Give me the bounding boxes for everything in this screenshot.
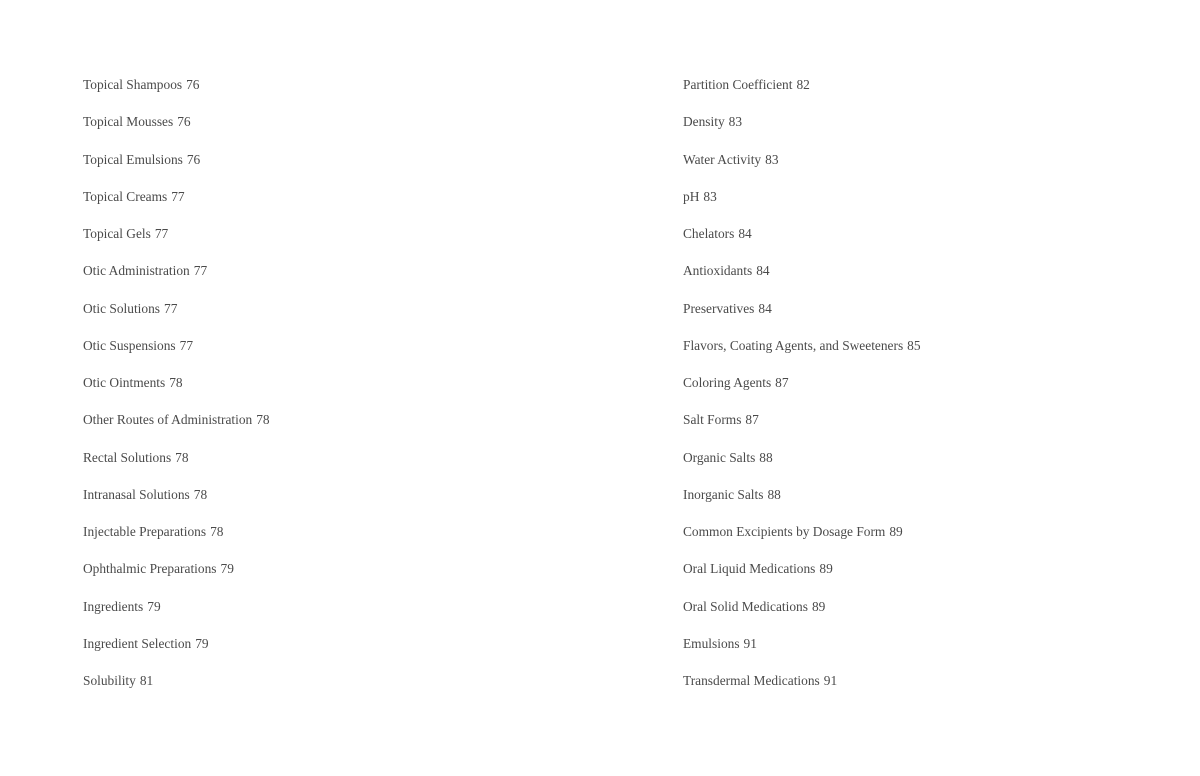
toc-entry [683, 261, 1163, 298]
toc-entry-title: Salt Forms [683, 412, 742, 428]
toc-entry-title: Topical Emulsions [83, 151, 183, 167]
toc-entry [683, 634, 1163, 671]
toc-entry-page-number: 89 [819, 561, 833, 577]
toc-entry-page-number: 85 [907, 337, 921, 353]
toc-right-column [683, 75, 1163, 708]
toc-entry-page-number: 78 [193, 486, 208, 502]
toc-entry-page-number: 91 [823, 673, 838, 688]
toc-entry-title: Rectal Solutions [83, 449, 172, 465]
toc-entry [83, 261, 603, 298]
toc-entry [683, 75, 1163, 112]
toc-entry [683, 410, 1163, 447]
toc-entry-title: Otic Suspensions [83, 337, 176, 353]
toc-entry [683, 299, 1163, 336]
toc-entry-title: Topical Mousses [83, 114, 174, 130]
toc-entry-page-number: 83 [728, 114, 743, 130]
toc-entry-title: Ophthalmic Preparations [83, 561, 217, 577]
toc-entry-page-number: 89 [889, 524, 903, 539]
toc-entry-page-number: 79 [195, 635, 209, 651]
toc-entry-page-number: 83 [703, 188, 717, 204]
toc-entry-page-number: 77 [193, 263, 208, 279]
toc-entry [83, 485, 603, 522]
toc-entry-title: Ingredient Selection [83, 635, 192, 651]
toc-entry-title: Transdermal Medications [683, 673, 820, 688]
toc-entry [83, 448, 603, 485]
toc-entry-title: Common Excipients by Dosage Form [683, 524, 886, 539]
toc-entry-title: Topical Gels [83, 226, 151, 241]
toc-entry-title: Emulsions [683, 635, 740, 651]
toc-entry-title: Intranasal Solutions [83, 486, 190, 502]
toc-entry [83, 75, 603, 112]
toc-entry-title: Otic Ointments [83, 375, 166, 390]
toc-entry-page-number: 84 [756, 263, 770, 279]
toc-entry [83, 112, 603, 149]
toc-entry-page-number: 77 [164, 300, 178, 316]
toc-entry [83, 299, 603, 336]
toc-entry [683, 150, 1163, 187]
toc-entry-page-number: 83 [765, 151, 779, 167]
toc-entry-page-number: 77 [179, 337, 194, 353]
toc-entry-title: Chelators [683, 226, 735, 241]
toc-entry [83, 634, 603, 671]
toc-entry [683, 671, 1163, 708]
toc-entry-title: Otic Administration [83, 263, 190, 279]
toc-entry [683, 559, 1163, 596]
toc-entry [683, 187, 1163, 224]
toc-left-column [83, 75, 603, 708]
toc-entry-title: Oral Solid Medications [683, 598, 808, 614]
toc-entry-page-number: 76 [186, 151, 201, 167]
toc-entry [83, 224, 603, 261]
toc-entry [83, 671, 603, 708]
toc-entry [83, 410, 603, 447]
toc-entry-title: Water Activity [683, 151, 762, 167]
toc-entry-page-number: 78 [169, 375, 183, 390]
toc-entry [83, 373, 603, 410]
toc-entry-page-number: 81 [139, 673, 154, 688]
toc-entry [683, 485, 1163, 522]
toc-entry-title: Flavors, Coating Agents, and Sweeteners [683, 337, 904, 353]
toc-entry-title: Antioxidants [683, 263, 753, 279]
toc-entry-page-number: 79 [147, 598, 161, 614]
toc-entry-page-number: 88 [767, 486, 781, 502]
toc-entry [83, 336, 603, 373]
toc-entry-title: Topical Creams [83, 188, 168, 204]
toc-entry-title: Organic Salts [683, 449, 756, 465]
toc-entry-page-number: 87 [775, 375, 789, 390]
toc-entry-page-number: 91 [743, 635, 757, 651]
toc-entry-page-number: 77 [154, 226, 169, 241]
toc-entry-page-number: 89 [811, 598, 826, 614]
toc-entry-page-number: 77 [171, 188, 185, 204]
toc-entry-title: Topical Shampoos [83, 77, 183, 92]
toc-entry [683, 336, 1163, 373]
toc-entry-page-number: 78 [210, 524, 224, 539]
toc-entry [83, 187, 603, 224]
toc-entry [83, 597, 603, 634]
toc-entry-page-number: 84 [758, 300, 772, 316]
toc-entry-page-number: 88 [759, 449, 773, 465]
toc-entry [683, 112, 1163, 149]
toc-entry [683, 522, 1163, 559]
toc-entry [683, 373, 1163, 410]
toc-entry-title: Ingredients [83, 598, 144, 614]
toc-entry-page-number: 84 [738, 226, 752, 241]
toc-entry-title: Other Routes of Administration [83, 412, 253, 428]
toc-entry-title: Inorganic Salts [683, 486, 764, 502]
toc-entry-page-number: 82 [796, 77, 810, 92]
toc-entry-page-number: 76 [177, 114, 191, 130]
toc-entry [683, 448, 1163, 485]
toc-entry [83, 522, 603, 559]
toc-entry-title: Injectable Preparations [83, 524, 207, 539]
toc-entry-title: pH [683, 188, 700, 204]
toc-entry-title: Coloring Agents [683, 375, 772, 390]
toc-entry-page-number: 78 [175, 449, 189, 465]
toc-entry-page-number: 78 [256, 412, 270, 428]
toc-entry-title: Otic Solutions [83, 300, 161, 316]
toc-entry [683, 224, 1163, 261]
toc-entry-page-number: 87 [745, 412, 759, 428]
toc-entry [683, 597, 1163, 634]
toc-entry [83, 150, 603, 187]
toc-entry-title: Density [683, 114, 725, 130]
toc-entry-title: Partition Coefficient [683, 77, 793, 92]
toc-entry-title: Oral Liquid Medications [683, 561, 816, 577]
toc-entry-title: Solubility [83, 673, 136, 688]
toc-entry [83, 559, 603, 596]
toc-entry-page-number: 76 [186, 77, 200, 92]
toc-entry-page-number: 79 [220, 561, 234, 577]
toc-entry-title: Preservatives [683, 300, 755, 316]
